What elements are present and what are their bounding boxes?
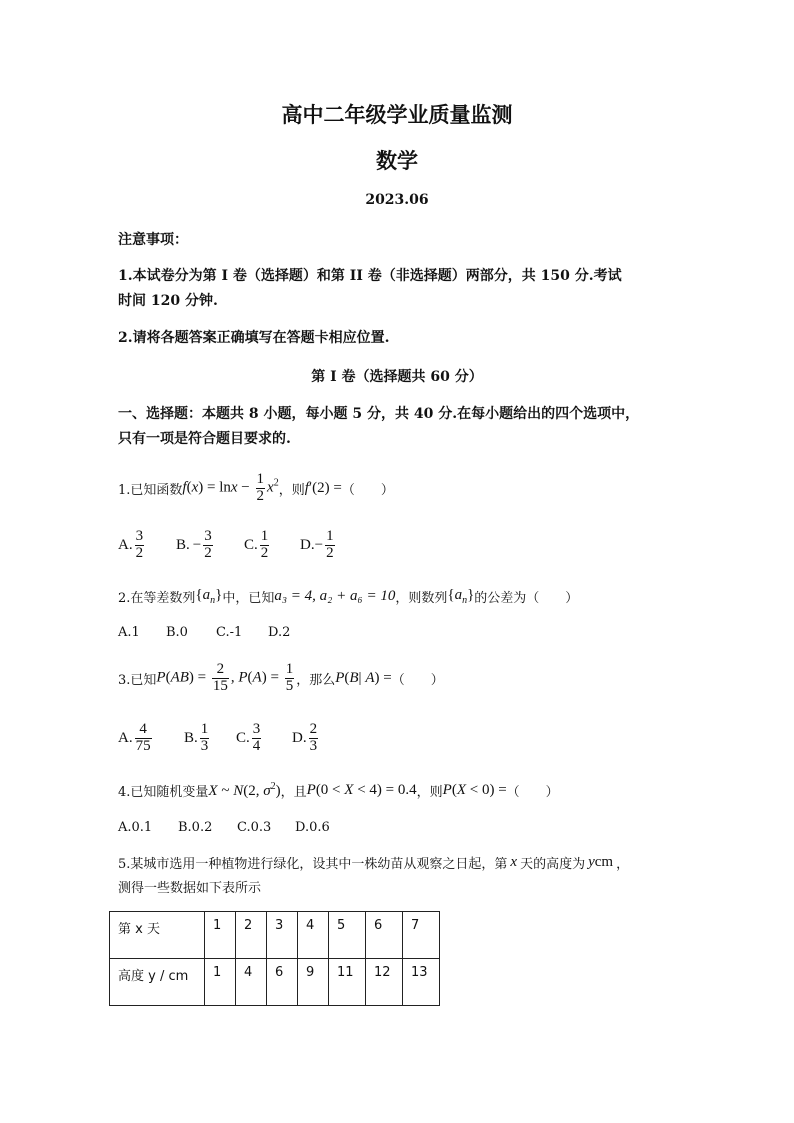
- question-1-blank: （ ）: [341, 482, 394, 498]
- question-4-distribution: X ~ N(2, $\sigma^2$): [208, 780, 281, 799]
- table-cell: 1: [205, 912, 236, 959]
- growth-data-table: [109, 911, 440, 1006]
- question-1-option-c[interactable]: C. $\frac{1}{2}$: [244, 527, 269, 561]
- question-4-option-b[interactable]: B.0.2: [178, 820, 213, 835]
- question-3-target: P(B| A) =: [335, 669, 392, 686]
- exam-date: 2023.06: [365, 192, 429, 208]
- question-5-var-x: x: [510, 854, 518, 870]
- question-4-blank: （ ）: [506, 784, 559, 800]
- table-cell: 5: [329, 912, 366, 959]
- question-1-options: [118, 525, 337, 565]
- question-1-function: f(x) = lnx − $\frac{1}{2}$ $x^2$: [182, 470, 279, 504]
- notice-item-1-line-1: 1.本试卷分为第 I 卷（选择题）和第 II 卷（非选择题）两部分，共 150 分.考试: [118, 268, 622, 284]
- question-3-given: P(AB) = $\frac{2}{15}$ , P(A) = $\frac{1}{5}$: [156, 660, 294, 694]
- question-4-options: [118, 820, 330, 835]
- section-1-instruction-line-1: 一、选择题：本题共 8 小题，每小题 5 分，共 40 分.在每小题给出的四个选项中，: [118, 406, 640, 422]
- question-1-mid: ，则: [278, 482, 305, 498]
- table-header-height: 高度 y / cm: [110, 959, 205, 1006]
- exam-title: 高中二年级学业质量监测: [281, 102, 513, 127]
- question-1-option-a[interactable]: A. $\frac{3}{2}$: [118, 527, 144, 561]
- notice-item-1-line-2: 时间 120 分钟.: [118, 293, 218, 309]
- question-5-line-2: 测得一些数据如下表所示: [118, 881, 262, 896]
- question-2-suffix: 的公差为（ ）: [474, 590, 579, 606]
- table-cell: 11: [329, 959, 366, 1006]
- question-3-option-a[interactable]: A. $\frac{4}{75}$: [118, 720, 151, 754]
- table-cell: 7: [403, 912, 440, 959]
- question-2-sequence-ref: $\{a_n\}$: [447, 586, 475, 606]
- question-1-target: f′(2) =: [304, 479, 342, 496]
- table-cell: 6: [267, 959, 298, 1006]
- section-1-title: 第 I 卷（选择题共 60 分）: [311, 369, 483, 385]
- table-cell: 6: [366, 912, 403, 959]
- question-4-option-c[interactable]: C.0.3: [237, 820, 272, 835]
- table-cell: 4: [236, 959, 267, 1006]
- question-2-option-a[interactable]: A.1: [118, 625, 140, 640]
- question-2-option-b[interactable]: B.0: [166, 625, 188, 640]
- question-4-mid-1: ，且: [280, 784, 307, 800]
- question-5-text-a: 5.某城市选用一种植物进行绿化，设其中一株幼苗从观察之日起，第: [118, 857, 508, 872]
- table-cell: 1: [205, 959, 236, 1006]
- question-2-mid-1: 中，已知: [222, 590, 275, 606]
- question-4-option-a[interactable]: A.0.1: [118, 820, 153, 835]
- question-4-mid-2: ，则: [416, 784, 443, 800]
- table-cell: 2: [236, 912, 267, 959]
- question-4-prefix: 4.已知随机变量: [118, 784, 209, 800]
- question-2-sequence: $\{a_n\}$: [195, 586, 223, 606]
- notice-item-2: 2.请将各题答案正确填写在答题卡相应位置.: [118, 330, 390, 346]
- question-5-line-1: [118, 853, 629, 872]
- question-2-mid-2: ，则数列: [395, 590, 448, 606]
- question-1-prefix: 1.已知函数: [118, 482, 183, 498]
- question-2-option-c[interactable]: C.-1: [216, 625, 243, 640]
- notice-heading: 注意事项：: [118, 232, 188, 248]
- table-cell: 13: [403, 959, 440, 1006]
- question-5-text-b: 天的高度为: [520, 857, 586, 872]
- question-4-condition: P(0 < X < 4) = 0.4: [306, 781, 417, 798]
- question-2: [118, 585, 578, 607]
- question-5-text-c: ，: [616, 857, 630, 872]
- question-2-option-d[interactable]: D.2: [268, 625, 291, 640]
- table-cell: 4: [298, 912, 329, 959]
- table-header-day: 第 x 天: [110, 912, 205, 959]
- question-1: [118, 468, 394, 508]
- question-3-prefix: 3.已知: [118, 672, 157, 688]
- table-row-heights: [110, 959, 440, 1006]
- table-cell: 12: [366, 959, 403, 1006]
- question-3-option-c[interactable]: C. $\frac{3}{4}$: [236, 720, 261, 754]
- table-cell: 3: [267, 912, 298, 959]
- question-3-option-d[interactable]: D. $\frac{2}{3}$: [292, 720, 318, 754]
- question-3-blank: （ ）: [391, 672, 444, 688]
- question-2-condition: a₃ = 4, a₂ + a₆ = 10: [274, 587, 396, 604]
- table-row-days: [110, 912, 440, 959]
- section-1-instruction-line-2: 只有一项是符合题目要求的.: [118, 431, 291, 447]
- question-1-option-d[interactable]: D. − $\frac{1}{2}$: [300, 527, 334, 561]
- question-2-prefix: 2.在等差数列: [118, 590, 196, 606]
- question-2-options: [118, 625, 290, 640]
- subject-title: 数学: [376, 148, 418, 173]
- question-3-option-b[interactable]: B. $\frac{1}{3}$: [184, 720, 209, 754]
- question-4-target: P(X < 0) =: [442, 781, 507, 798]
- table-cell: 9: [298, 959, 329, 1006]
- question-5-var-y: ycm: [588, 854, 614, 870]
- question-4: [118, 779, 559, 801]
- question-3-mid: ，那么: [296, 672, 336, 688]
- question-3: [118, 658, 444, 698]
- question-4-option-d[interactable]: D.0.6: [295, 820, 330, 835]
- question-3-options: [118, 718, 320, 758]
- question-1-option-b[interactable]: B. − $\frac{3}{2}$: [176, 527, 212, 561]
